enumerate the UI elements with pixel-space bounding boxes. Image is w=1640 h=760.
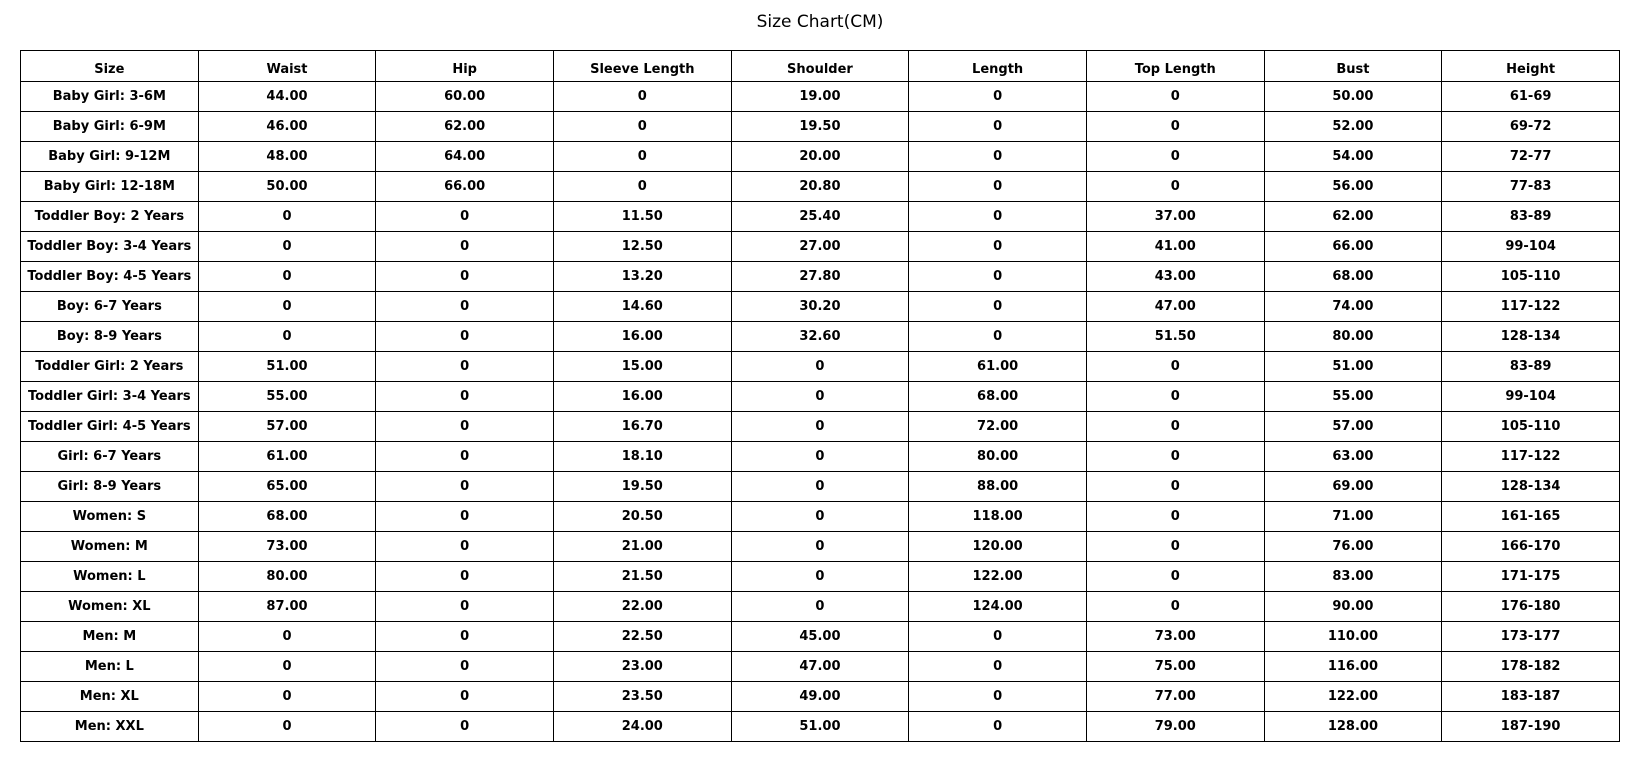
- value-cell-shoulder: 0: [731, 592, 909, 622]
- value-cell-hip: 0: [376, 472, 554, 502]
- value-cell-shoulder: 25.40: [731, 202, 909, 232]
- value-cell-hip: 0: [376, 502, 554, 532]
- size-label-cell: Toddler Boy: 4-5 Years: [21, 262, 199, 292]
- value-cell-sleeve-length: 21.50: [553, 562, 731, 592]
- size-label-cell: Women: XL: [21, 592, 199, 622]
- table-row: [21, 682, 1620, 712]
- value-cell-bust: 50.00: [1264, 82, 1442, 112]
- value-cell-top-length: 0: [1086, 502, 1264, 532]
- value-cell-shoulder: 30.20: [731, 292, 909, 322]
- size-label-cell: Toddler Girl: 3-4 Years: [21, 382, 199, 412]
- value-cell-waist: 0: [198, 322, 376, 352]
- value-cell-shoulder: 51.00: [731, 712, 909, 742]
- value-cell-length: 0: [909, 682, 1087, 712]
- value-cell-bust: 57.00: [1264, 412, 1442, 442]
- column-header-bust: Bust: [1264, 51, 1442, 82]
- table-row: [21, 172, 1620, 202]
- value-cell-height: 176-180: [1442, 592, 1620, 622]
- value-cell-shoulder: 0: [731, 382, 909, 412]
- column-header-size: Size: [21, 51, 199, 82]
- value-cell-bust: 69.00: [1264, 472, 1442, 502]
- value-cell-bust: 74.00: [1264, 292, 1442, 322]
- value-cell-hip: 0: [376, 712, 554, 742]
- value-cell-sleeve-length: 23.00: [553, 652, 731, 682]
- value-cell-shoulder: 19.50: [731, 112, 909, 142]
- size-label-cell: Boy: 6-7 Years: [21, 292, 199, 322]
- value-cell-height: 128-134: [1442, 322, 1620, 352]
- value-cell-sleeve-length: 0: [553, 142, 731, 172]
- value-cell-length: 61.00: [909, 352, 1087, 382]
- table-row: [21, 502, 1620, 532]
- value-cell-sleeve-length: 21.00: [553, 532, 731, 562]
- value-cell-height: 117-122: [1442, 442, 1620, 472]
- value-cell-bust: 71.00: [1264, 502, 1442, 532]
- size-label-cell: Men: XXL: [21, 712, 199, 742]
- value-cell-length: 80.00: [909, 442, 1087, 472]
- value-cell-bust: 80.00: [1264, 322, 1442, 352]
- value-cell-hip: 0: [376, 352, 554, 382]
- column-header-sleeve-length: Sleeve Length: [553, 51, 731, 82]
- value-cell-shoulder: 0: [731, 472, 909, 502]
- value-cell-bust: 68.00: [1264, 262, 1442, 292]
- value-cell-height: 173-177: [1442, 622, 1620, 652]
- size-label-cell: Toddler Girl: 4-5 Years: [21, 412, 199, 442]
- value-cell-hip: 64.00: [376, 142, 554, 172]
- value-cell-top-length: 79.00: [1086, 712, 1264, 742]
- table-row: [21, 112, 1620, 142]
- table-row: [21, 232, 1620, 262]
- column-header-waist: Waist: [198, 51, 376, 82]
- value-cell-top-length: 0: [1086, 142, 1264, 172]
- size-label-cell: Toddler Girl: 2 Years: [21, 352, 199, 382]
- value-cell-height: 178-182: [1442, 652, 1620, 682]
- table-row: [21, 622, 1620, 652]
- value-cell-bust: 116.00: [1264, 652, 1442, 682]
- value-cell-top-length: 41.00: [1086, 232, 1264, 262]
- table-row: [21, 82, 1620, 112]
- size-label-cell: Toddler Boy: 3-4 Years: [21, 232, 199, 262]
- table-row: [21, 562, 1620, 592]
- size-label-cell: Baby Girl: 6-9M: [21, 112, 199, 142]
- value-cell-length: 120.00: [909, 532, 1087, 562]
- value-cell-height: 77-83: [1442, 172, 1620, 202]
- value-cell-sleeve-length: 23.50: [553, 682, 731, 712]
- table-row: [21, 652, 1620, 682]
- value-cell-hip: 0: [376, 652, 554, 682]
- value-cell-sleeve-length: 14.60: [553, 292, 731, 322]
- column-header-top-length: Top Length: [1086, 51, 1264, 82]
- value-cell-waist: 0: [198, 202, 376, 232]
- value-cell-top-length: 77.00: [1086, 682, 1264, 712]
- table-row: [21, 592, 1620, 622]
- size-label-cell: Women: S: [21, 502, 199, 532]
- value-cell-waist: 0: [198, 622, 376, 652]
- value-cell-hip: 0: [376, 532, 554, 562]
- column-header-length: Length: [909, 51, 1087, 82]
- size-label-cell: Baby Girl: 12-18M: [21, 172, 199, 202]
- size-label-cell: Men: M: [21, 622, 199, 652]
- value-cell-shoulder: 20.00: [731, 142, 909, 172]
- value-cell-shoulder: 0: [731, 412, 909, 442]
- value-cell-length: 0: [909, 652, 1087, 682]
- table-row: [21, 532, 1620, 562]
- value-cell-bust: 51.00: [1264, 352, 1442, 382]
- value-cell-hip: 0: [376, 442, 554, 472]
- value-cell-bust: 76.00: [1264, 532, 1442, 562]
- value-cell-length: 0: [909, 82, 1087, 112]
- value-cell-waist: 73.00: [198, 532, 376, 562]
- header-row: [21, 51, 1620, 82]
- value-cell-length: 0: [909, 292, 1087, 322]
- size-label-cell: Men: XL: [21, 682, 199, 712]
- size-label-cell: Men: L: [21, 652, 199, 682]
- table-row: [21, 442, 1620, 472]
- value-cell-top-length: 0: [1086, 352, 1264, 382]
- table-row: [21, 472, 1620, 502]
- table-row: [21, 712, 1620, 742]
- value-cell-top-length: 73.00: [1086, 622, 1264, 652]
- value-cell-height: 128-134: [1442, 472, 1620, 502]
- value-cell-bust: 52.00: [1264, 112, 1442, 142]
- value-cell-waist: 51.00: [198, 352, 376, 382]
- size-label-cell: Toddler Boy: 2 Years: [21, 202, 199, 232]
- value-cell-length: 122.00: [909, 562, 1087, 592]
- value-cell-shoulder: 32.60: [731, 322, 909, 352]
- value-cell-length: 72.00: [909, 412, 1087, 442]
- value-cell-length: 0: [909, 202, 1087, 232]
- value-cell-sleeve-length: 0: [553, 82, 731, 112]
- column-header-height: Height: [1442, 51, 1620, 82]
- value-cell-top-length: 0: [1086, 412, 1264, 442]
- value-cell-height: 171-175: [1442, 562, 1620, 592]
- value-cell-waist: 65.00: [198, 472, 376, 502]
- value-cell-height: 61-69: [1442, 82, 1620, 112]
- value-cell-hip: 66.00: [376, 172, 554, 202]
- value-cell-bust: 122.00: [1264, 682, 1442, 712]
- value-cell-hip: 0: [376, 322, 554, 352]
- value-cell-hip: 0: [376, 622, 554, 652]
- value-cell-top-length: 0: [1086, 82, 1264, 112]
- value-cell-top-length: 75.00: [1086, 652, 1264, 682]
- table-row: [21, 262, 1620, 292]
- table-row: [21, 142, 1620, 172]
- value-cell-shoulder: 0: [731, 352, 909, 382]
- value-cell-sleeve-length: 16.00: [553, 382, 731, 412]
- value-cell-height: 183-187: [1442, 682, 1620, 712]
- value-cell-top-length: 0: [1086, 532, 1264, 562]
- value-cell-top-length: 0: [1086, 472, 1264, 502]
- value-cell-bust: 55.00: [1264, 382, 1442, 412]
- value-cell-waist: 0: [198, 232, 376, 262]
- value-cell-bust: 90.00: [1264, 592, 1442, 622]
- value-cell-shoulder: 0: [731, 442, 909, 472]
- size-chart-table: [20, 50, 1620, 742]
- value-cell-shoulder: 0: [731, 532, 909, 562]
- size-label-cell: Boy: 8-9 Years: [21, 322, 199, 352]
- value-cell-shoulder: 45.00: [731, 622, 909, 652]
- value-cell-length: 0: [909, 142, 1087, 172]
- value-cell-top-length: 0: [1086, 592, 1264, 622]
- size-label-cell: Women: M: [21, 532, 199, 562]
- value-cell-length: 68.00: [909, 382, 1087, 412]
- value-cell-height: 83-89: [1442, 202, 1620, 232]
- value-cell-height: 83-89: [1442, 352, 1620, 382]
- value-cell-top-length: 0: [1086, 112, 1264, 142]
- value-cell-height: 166-170: [1442, 532, 1620, 562]
- value-cell-shoulder: 0: [731, 562, 909, 592]
- value-cell-length: 118.00: [909, 502, 1087, 532]
- value-cell-hip: 0: [376, 412, 554, 442]
- value-cell-hip: 0: [376, 592, 554, 622]
- value-cell-bust: 63.00: [1264, 442, 1442, 472]
- value-cell-top-length: 47.00: [1086, 292, 1264, 322]
- value-cell-sleeve-length: 12.50: [553, 232, 731, 262]
- value-cell-height: 105-110: [1442, 262, 1620, 292]
- value-cell-shoulder: 27.00: [731, 232, 909, 262]
- value-cell-length: 0: [909, 322, 1087, 352]
- value-cell-bust: 66.00: [1264, 232, 1442, 262]
- value-cell-shoulder: 0: [731, 502, 909, 532]
- value-cell-height: 99-104: [1442, 232, 1620, 262]
- value-cell-shoulder: 19.00: [731, 82, 909, 112]
- value-cell-height: 161-165: [1442, 502, 1620, 532]
- value-cell-bust: 110.00: [1264, 622, 1442, 652]
- value-cell-length: 0: [909, 112, 1087, 142]
- value-cell-waist: 46.00: [198, 112, 376, 142]
- value-cell-bust: 128.00: [1264, 712, 1442, 742]
- value-cell-height: 72-77: [1442, 142, 1620, 172]
- value-cell-waist: 50.00: [198, 172, 376, 202]
- value-cell-waist: 0: [198, 652, 376, 682]
- value-cell-top-length: 0: [1086, 382, 1264, 412]
- value-cell-top-length: 43.00: [1086, 262, 1264, 292]
- value-cell-length: 0: [909, 172, 1087, 202]
- value-cell-waist: 0: [198, 682, 376, 712]
- value-cell-bust: 62.00: [1264, 202, 1442, 232]
- value-cell-sleeve-length: 22.00: [553, 592, 731, 622]
- value-cell-top-length: 51.50: [1086, 322, 1264, 352]
- size-chart-table-container: [20, 50, 1620, 742]
- value-cell-hip: 0: [376, 232, 554, 262]
- value-cell-waist: 57.00: [198, 412, 376, 442]
- column-header-shoulder: Shoulder: [731, 51, 909, 82]
- value-cell-waist: 0: [198, 262, 376, 292]
- value-cell-hip: 60.00: [376, 82, 554, 112]
- table-row: [21, 202, 1620, 232]
- value-cell-bust: 54.00: [1264, 142, 1442, 172]
- value-cell-waist: 61.00: [198, 442, 376, 472]
- value-cell-bust: 83.00: [1264, 562, 1442, 592]
- value-cell-length: 88.00: [909, 472, 1087, 502]
- column-header-hip: Hip: [376, 51, 554, 82]
- table-row: [21, 352, 1620, 382]
- value-cell-waist: 55.00: [198, 382, 376, 412]
- value-cell-height: 187-190: [1442, 712, 1620, 742]
- value-cell-shoulder: 47.00: [731, 652, 909, 682]
- value-cell-hip: 0: [376, 382, 554, 412]
- value-cell-shoulder: 27.80: [731, 262, 909, 292]
- value-cell-hip: 0: [376, 682, 554, 712]
- value-cell-sleeve-length: 24.00: [553, 712, 731, 742]
- value-cell-waist: 80.00: [198, 562, 376, 592]
- size-label-cell: Baby Girl: 3-6M: [21, 82, 199, 112]
- value-cell-sleeve-length: 18.10: [553, 442, 731, 472]
- value-cell-height: 105-110: [1442, 412, 1620, 442]
- value-cell-sleeve-length: 0: [553, 172, 731, 202]
- value-cell-sleeve-length: 22.50: [553, 622, 731, 652]
- value-cell-shoulder: 20.80: [731, 172, 909, 202]
- value-cell-waist: 44.00: [198, 82, 376, 112]
- size-label-cell: Baby Girl: 9-12M: [21, 142, 199, 172]
- value-cell-shoulder: 49.00: [731, 682, 909, 712]
- value-cell-top-length: 0: [1086, 562, 1264, 592]
- value-cell-waist: 0: [198, 712, 376, 742]
- value-cell-waist: 0: [198, 292, 376, 322]
- table-row: [21, 412, 1620, 442]
- value-cell-hip: 0: [376, 202, 554, 232]
- table-row: [21, 382, 1620, 412]
- value-cell-sleeve-length: 16.00: [553, 322, 731, 352]
- table-row: [21, 292, 1620, 322]
- value-cell-length: 0: [909, 622, 1087, 652]
- value-cell-hip: 0: [376, 562, 554, 592]
- value-cell-height: 99-104: [1442, 382, 1620, 412]
- value-cell-sleeve-length: 15.00: [553, 352, 731, 382]
- value-cell-hip: 62.00: [376, 112, 554, 142]
- size-label-cell: Women: L: [21, 562, 199, 592]
- chart-title: Size Chart(CM): [756, 12, 884, 32]
- value-cell-waist: 48.00: [198, 142, 376, 172]
- value-cell-length: 0: [909, 262, 1087, 292]
- value-cell-length: 0: [909, 232, 1087, 262]
- value-cell-sleeve-length: 16.70: [553, 412, 731, 442]
- value-cell-sleeve-length: 20.50: [553, 502, 731, 532]
- value-cell-hip: 0: [376, 262, 554, 292]
- value-cell-bust: 56.00: [1264, 172, 1442, 202]
- value-cell-top-length: 37.00: [1086, 202, 1264, 232]
- table-body: [21, 82, 1620, 742]
- value-cell-sleeve-length: 11.50: [553, 202, 731, 232]
- value-cell-sleeve-length: 0: [553, 112, 731, 142]
- value-cell-waist: 87.00: [198, 592, 376, 622]
- value-cell-top-length: 0: [1086, 172, 1264, 202]
- value-cell-length: 0: [909, 712, 1087, 742]
- value-cell-sleeve-length: 19.50: [553, 472, 731, 502]
- size-label-cell: Girl: 8-9 Years: [21, 472, 199, 502]
- value-cell-top-length: 0: [1086, 442, 1264, 472]
- value-cell-hip: 0: [376, 292, 554, 322]
- table-row: [21, 322, 1620, 352]
- value-cell-sleeve-length: 13.20: [553, 262, 731, 292]
- value-cell-height: 117-122: [1442, 292, 1620, 322]
- value-cell-waist: 68.00: [198, 502, 376, 532]
- size-label-cell: Girl: 6-7 Years: [21, 442, 199, 472]
- value-cell-height: 69-72: [1442, 112, 1620, 142]
- value-cell-length: 124.00: [909, 592, 1087, 622]
